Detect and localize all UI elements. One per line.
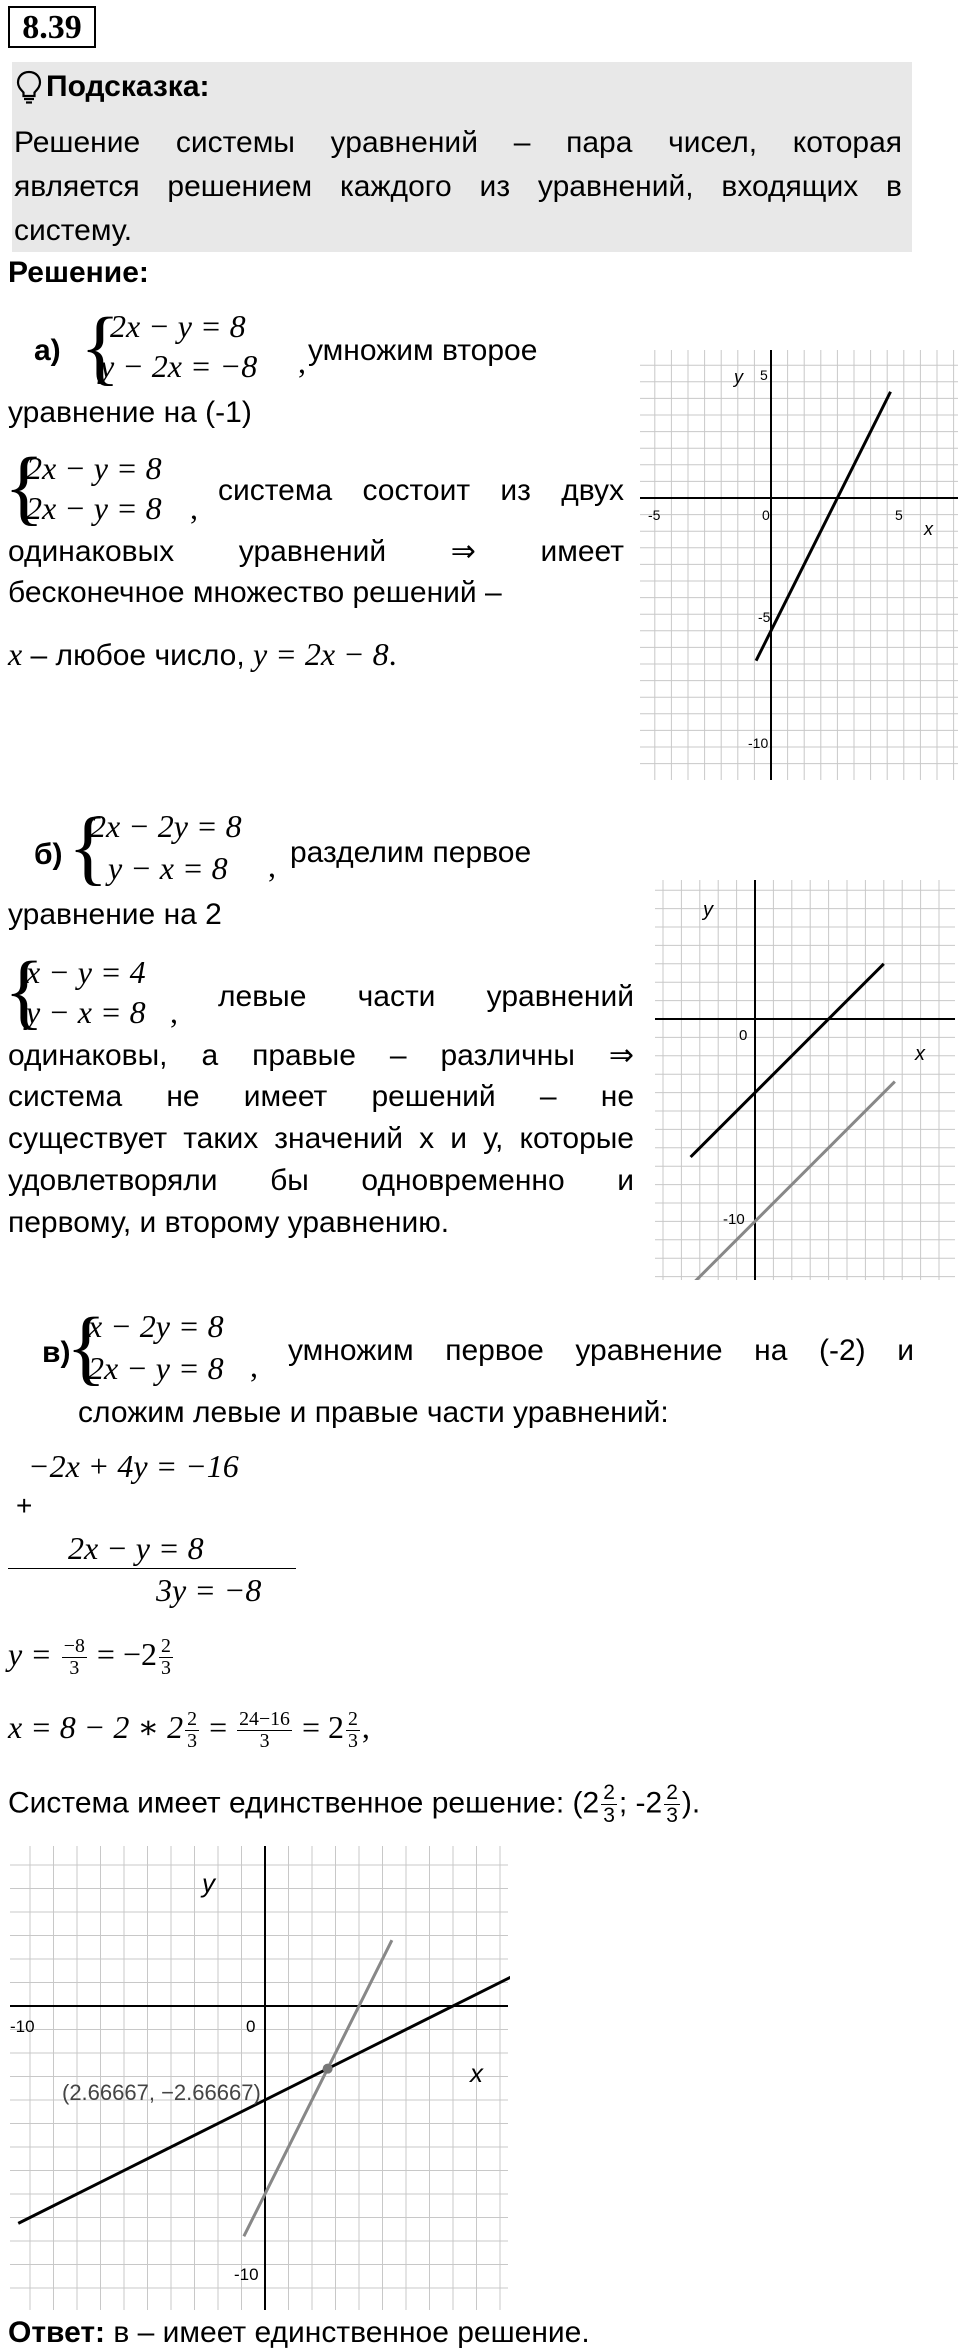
part-b-eq1: 2x − 2y = 8 [90,808,242,844]
graph-c-x-label: x [470,2058,483,2088]
part-a-sys2-eq1: 2x − y = 8 [26,450,162,486]
part-b-sys2-comma: , [170,994,178,1030]
graph-c-line-2 [244,1940,392,2236]
calc-plus: + [16,1490,33,1521]
brace: { [4,945,45,1038]
part-c-action-2: сложим левые и правые части уравнений: [78,1396,669,1429]
graph-a-tick-y5: 5 [760,367,768,383]
answer-label: Ответ: [8,2316,106,2349]
part-b-sys2-eq1: x − y = 4 [26,954,146,990]
graph-a-x-label: x [924,519,933,539]
part-a-eq1: 2x − y = 8 [110,308,246,344]
conclusion: Система имеет единственное решение: (2 $\frac{2}{3}$ ; -2 $\frac{2}{3}$ ). [8,1781,701,1828]
part-a-x-line: x – любое число, y = 2x − 8. [8,636,397,672]
part-a-action-2: уравнение на (-1) [8,396,252,429]
part-c-comma: , [250,1348,258,1384]
graph-a-y-label: y [734,367,743,387]
brace: { [4,441,45,534]
graph-a-tick-zero: 0 [762,507,770,523]
graph-c-grid [10,1846,508,2310]
graph-c-tick-x-neg10: -10 [10,2017,35,2036]
part-a-label: а) [34,334,61,367]
solution-label: Решение: [8,256,149,289]
part-a-comma: , [298,344,306,380]
lightbulb-icon [16,70,42,104]
part-c-eq1: x − 2y = 8 [88,1308,224,1344]
graph-a-tick-x5: 5 [895,507,903,523]
answer [8,2316,590,2350]
part-b-text-3: система не имеет решений – не [8,1080,634,1113]
graph-c-tick-zero: 0 [246,2017,256,2036]
part-a-sys2-comma: , [190,490,198,526]
part-b-label: б) [34,838,63,871]
graph-b-tick-y-neg10: -10 [723,1211,745,1228]
calc-divider [8,1568,296,1569]
calc-result: 3y = −8 [156,1572,262,1608]
part-a-text-3: бесконечное множество решений – [8,576,502,609]
hint-line-2: является решением каждого из уравнений, входящих в [14,170,902,203]
graph-a [640,350,960,780]
y-solution: y = $\frac{-8}{3}$ = −2 $\frac{2}{3}$ [8,1635,171,1680]
hint-line-1: Решение системы уравнений – пара чисел, которая [14,126,902,159]
brace: { [68,801,109,894]
graph-c-tick-y-neg10: -10 [234,2265,259,2284]
part-b-text-4: существует таких значений х и у, которые [8,1122,634,1155]
brace: { [80,301,121,394]
part-b-action-2: уравнение на 2 [8,898,222,931]
calc-line-1: −2x + 4y = −16 [28,1448,239,1484]
part-b-sys2-eq2: y − x = 8 [26,994,146,1030]
part-b-comma: , [268,848,276,884]
graph-b-y-label: y [703,899,713,921]
part-c-label: в) [42,1336,71,1369]
part-b-eq2: y − x = 8 [108,850,228,886]
graph-b [655,880,955,1280]
hint-title: Подсказка: [46,70,210,103]
graph-b-x-label: x [915,1043,925,1065]
graph-a-tick-y-neg10: -10 [748,735,769,751]
graph-c-intersection-point [323,2064,333,2074]
part-a-sys2-eq2: 2x − y = 8 [26,490,162,526]
graph-b-grid [655,880,955,1280]
part-c-eq2: 2x − y = 8 [88,1350,224,1386]
part-a-text-1: система состоит из двух [218,474,624,507]
graph-b-tick-zero: 0 [739,1027,748,1044]
graph-c [10,1846,510,2310]
calc-line-2: 2x − y = 8 [68,1530,204,1566]
graph-a-tick-x-neg5: -5 [648,507,661,523]
graph-c-y-label: y [202,1868,215,1898]
graph-a-grid [640,350,958,780]
answer-text: в – имеет единственное решение. [105,2316,590,2349]
part-c-action-1: умножим первое уравнение на (-2) и [288,1334,914,1367]
part-b-action-1: разделим первое [290,836,532,869]
part-a-eq2: y − 2x = −8 [100,348,258,384]
x-solution: x = 8 − 2 ∗ 2 $\frac{2}{3}$ = $\frac{24-16}{3}$ = 2 $\frac{2}{3}$ , [8,1708,370,1753]
hint-line-3: систему. [14,214,133,247]
part-b-text-1: левые части уравнений [218,980,634,1013]
part-b-text-6: первому, и второму уравнению. [8,1206,450,1239]
graph-a-tick-y-neg5: -5 [758,609,771,625]
part-b-text-2: одинаковы, а правые – различны ⇒ [8,1039,634,1072]
task-number: 8.39 [8,6,96,48]
part-a-action-1: умножим второе [308,334,538,367]
graph-c-point-label: (2.66667, −2.66667) [62,2080,261,2105]
part-b-text-5: удовлетворяли бы одновременно и [8,1164,634,1197]
brace: { [66,1301,107,1394]
part-a-text-2: одинаковых уравнений ⇒ имеет [8,535,624,568]
graph-b-line-1 [691,964,884,1157]
